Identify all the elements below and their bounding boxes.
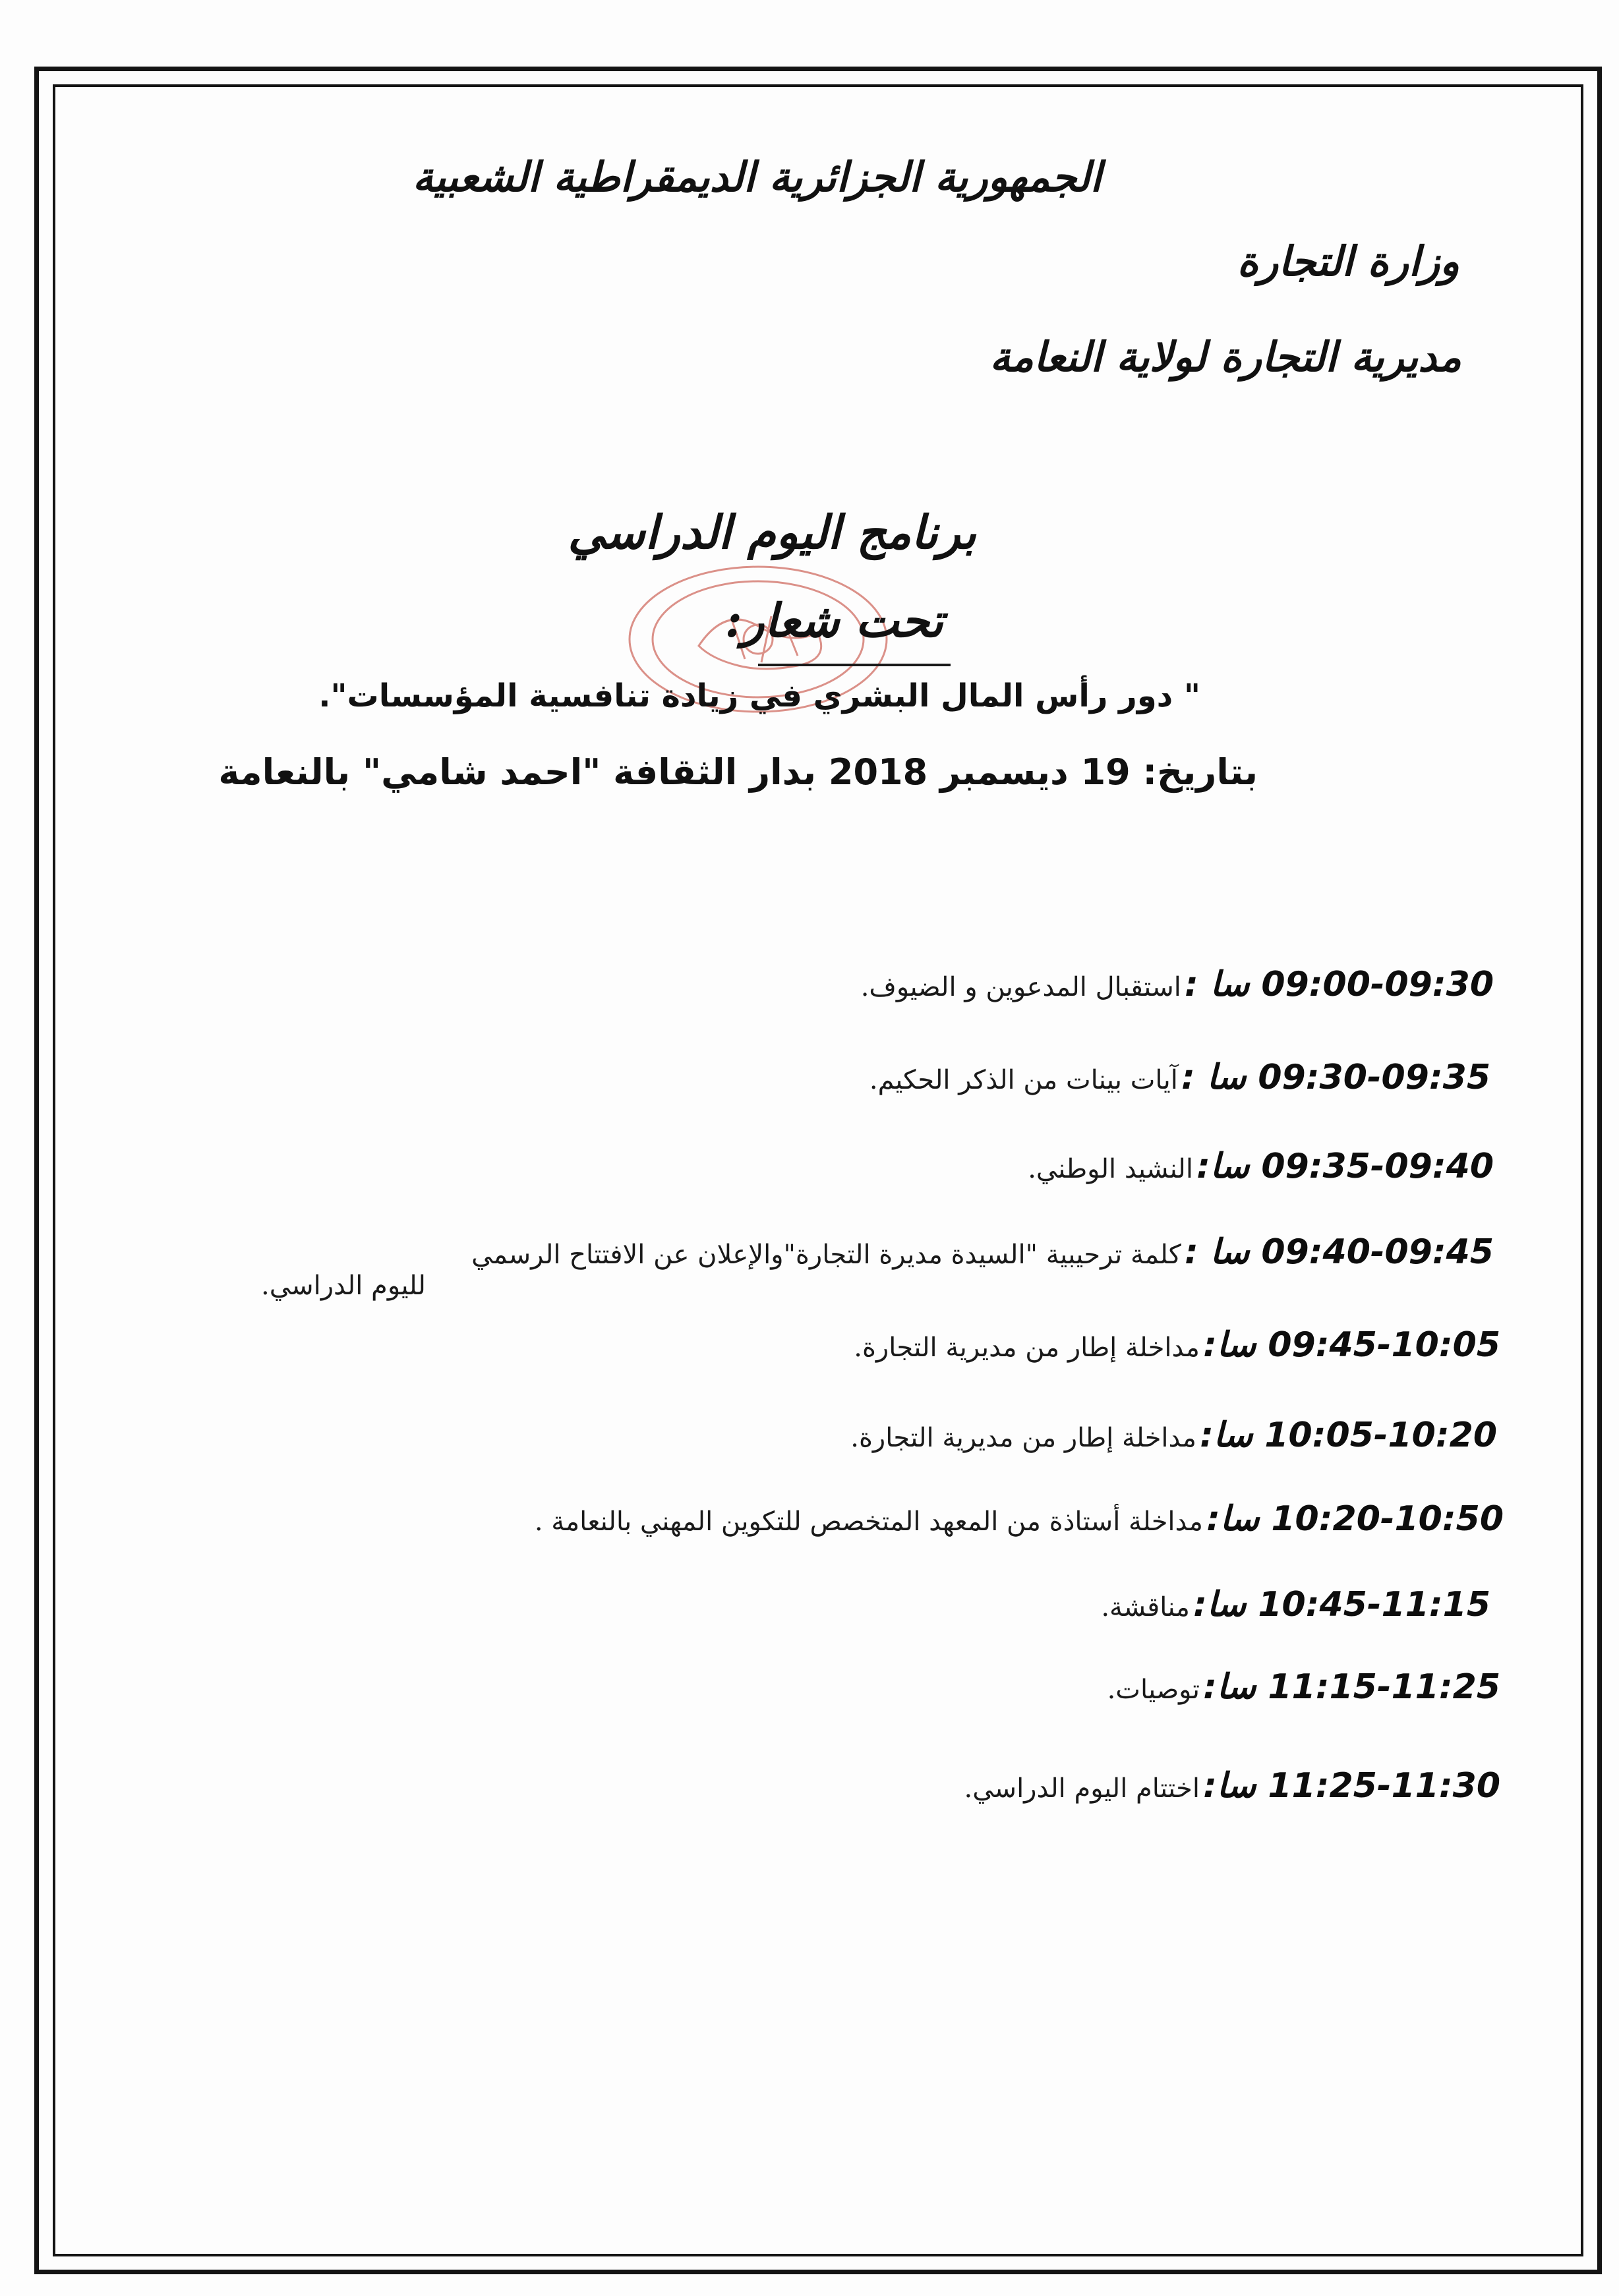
schedule-activity: مناقشة. <box>1101 1592 1190 1622</box>
schedule-item <box>1101 1585 1490 1624</box>
schedule-time: 10:20-10:50 سا: <box>1206 1499 1504 1539</box>
schedule-item <box>471 1232 1494 1272</box>
schedule-time: 09:00-09:30 سا : <box>1184 965 1494 1004</box>
schedule-time: 09:30-09:35 سا : <box>1181 1058 1490 1097</box>
schedule-time: 09:45-10:05 سا: <box>1203 1325 1500 1365</box>
schedule-item <box>1107 1667 1500 1707</box>
schedule-activity-continuation: لليوم الدراسي. <box>261 1271 426 1301</box>
schedule-activity: توصيات. <box>1107 1675 1200 1705</box>
schedule-activity: كلمة ترحيبية "السيدة مديرة التجارة"والإعلان عن الافتتاح الرسمي <box>471 1240 1181 1270</box>
schedule-item <box>869 1058 1490 1097</box>
slogan-text: " دور رأس المال البشري في زيادة تنافسية المؤسسات". <box>318 677 1200 714</box>
schedule-time: 09:35-09:40 سا: <box>1196 1147 1494 1186</box>
schedule-activity: استقبال المدعوين و الضيوف. <box>860 972 1181 1002</box>
slogan-underline <box>758 664 951 666</box>
event-date-location: بتاريخ: 19 ديسمبر 2018 بدار الثقافة "احمد شامي" بالنعامة <box>218 751 1258 793</box>
slogan-label: تحت شعار: <box>724 593 943 648</box>
schedule-activity: مداخلة إطار من مديرية التجارة. <box>850 1423 1196 1453</box>
program-title: برنامج اليوم الدراسي <box>568 505 976 560</box>
schedule-activity: النشيد الوطني. <box>1028 1154 1193 1184</box>
schedule-item <box>850 1416 1497 1455</box>
directorate-name: مديرية التجارة لولاية النعامة <box>989 333 1461 381</box>
schedule-time: 10:05-10:20 سا: <box>1200 1416 1497 1455</box>
schedule-time: 11:15-11:25 سا: <box>1203 1667 1500 1707</box>
schedule-activity: اختتام اليوم الدراسي. <box>964 1773 1200 1804</box>
schedule-activity: آيات بينات من الذكر الحكيم. <box>869 1065 1178 1095</box>
schedule-item <box>535 1499 1504 1539</box>
schedule-activity: مداخلة إطار من مديرية التجارة. <box>854 1333 1200 1363</box>
schedule-item <box>964 1766 1501 1806</box>
schedule-item <box>854 1325 1500 1365</box>
schedule-time: 10:45-11:15 سا: <box>1193 1585 1490 1624</box>
schedule-item <box>1028 1147 1494 1186</box>
schedule-time: 09:40-09:45 سا : <box>1184 1232 1494 1272</box>
schedule-activity: مداخلة أستاذة من المعهد المتخصص للتكوين المهني بالنعامة . <box>534 1507 1203 1537</box>
ministry-name: وزارة التجارة <box>1237 237 1459 285</box>
republic-title: الجمهورية الجزائرية الديمقراطية الشعبية <box>412 153 1102 201</box>
schedule-time: 11:25-11:30 سا: <box>1203 1766 1500 1806</box>
schedule-item <box>861 965 1494 1004</box>
